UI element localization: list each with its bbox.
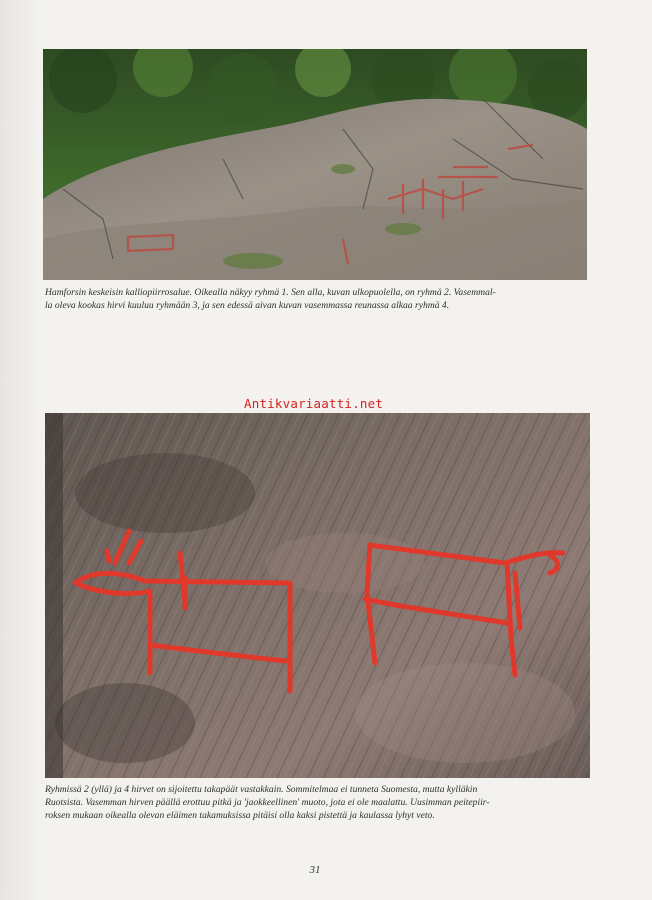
photo-rock-site-overview-image <box>43 49 587 280</box>
caption-bottom-line-1: Ryhmissä 2 (yllä) ja 4 hirvet on sijoitettu takapäät vastakkain. Sommitelmaa ei tunneta Suomesta, mutta kylläkin <box>45 784 478 795</box>
caption-top-line-1: Hamforsin keskeisin kalliopiirrosalue. Oikealla näkyy ryhmä 1. Sen alla, kuvan ulkopuolella, on ryhmä 2. Vasemmal- <box>45 287 496 298</box>
caption-top <box>45 286 590 312</box>
photo-elk-paintings-image <box>45 413 590 778</box>
caption-bottom-line-3: roksen mukaan oikealla olevan eläimen takamuksissa pitäisi olla kaksi pistettä ja kaulassa lyhyt veto. <box>45 810 435 822</box>
watermark: Antikvariaatti.net <box>244 396 384 411</box>
caption-bottom-line-2: Ruotsista. Vasemman hirven päällä erottuu pitkä ja 'jaokkeellinen' muoto, jota ei ole maalattu. Uusimman peitepiir- <box>45 797 490 809</box>
photo-elk-paintings <box>45 413 590 778</box>
caption-bottom <box>45 783 590 823</box>
page-gutter-shadow <box>0 0 44 900</box>
page-number: 31 <box>309 864 321 876</box>
photo-rock-site-overview <box>43 49 587 280</box>
caption-top-line-2: la oleva kookas hirvi kuuluu ryhmään 3, ja sen edessä aivan kuvan vasemmassa reunassa alkaa ryhmä 4. <box>45 300 450 312</box>
